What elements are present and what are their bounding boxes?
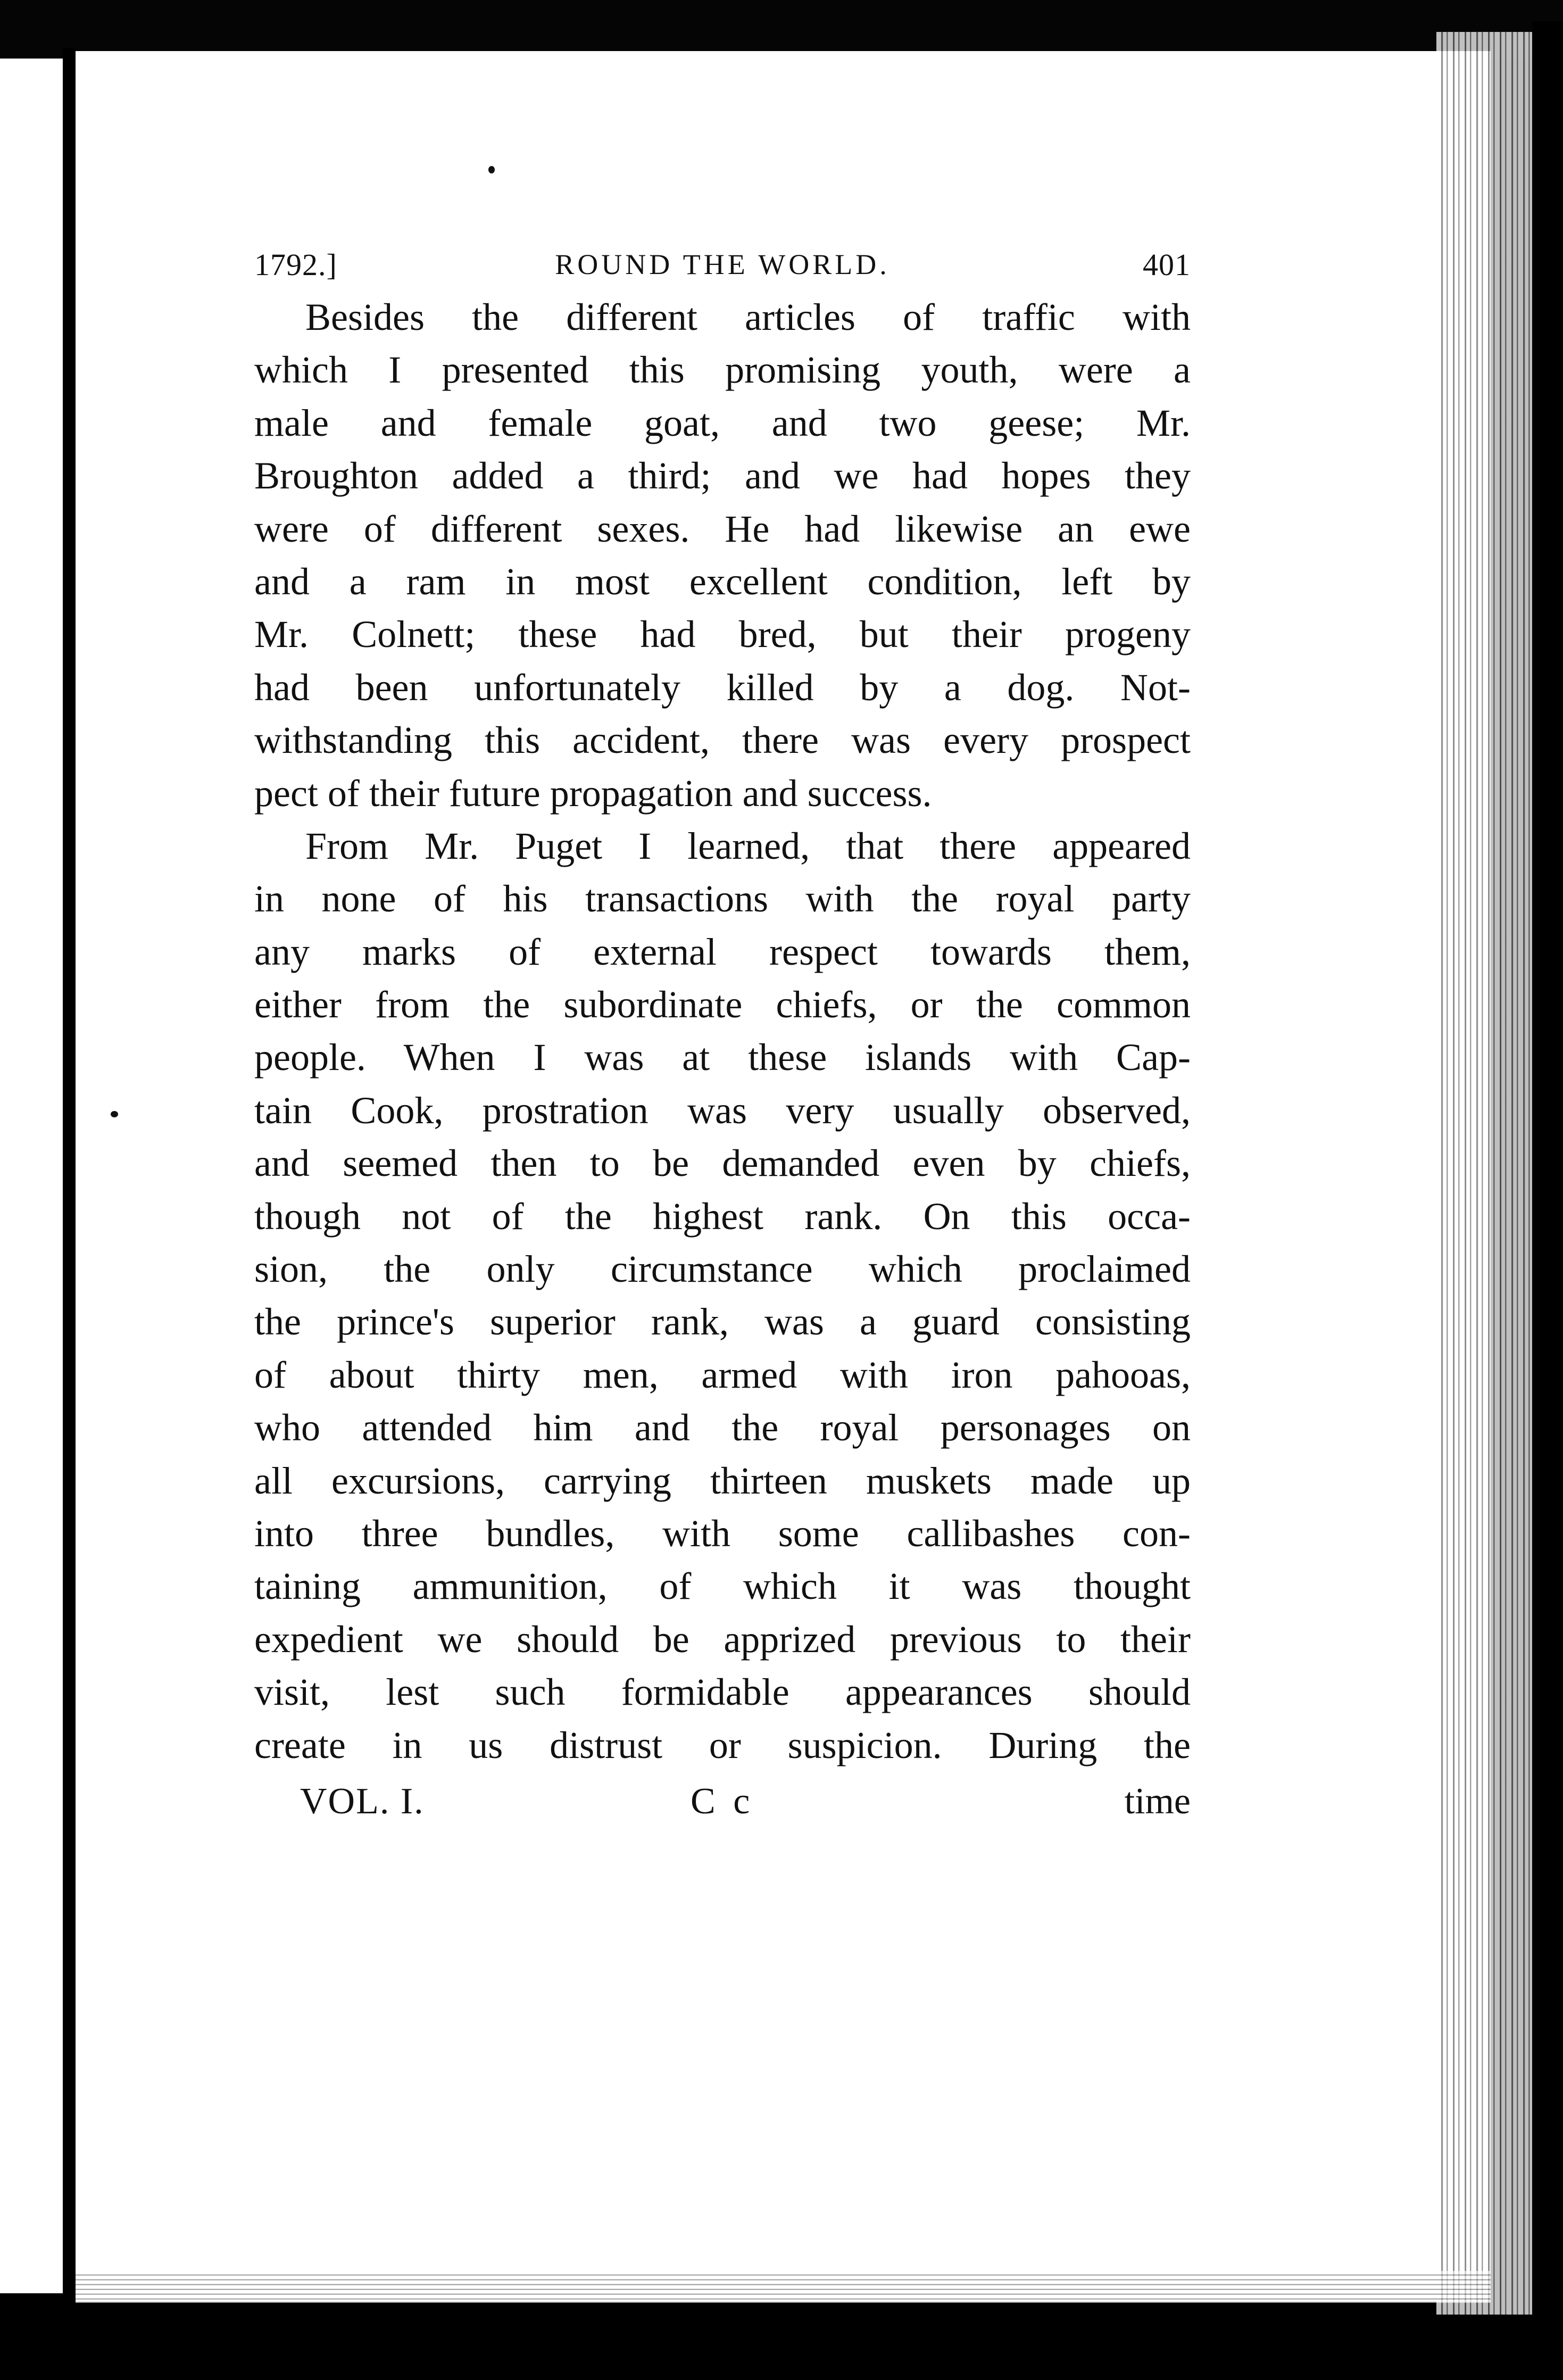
- scan-border-top: [0, 0, 1563, 59]
- text-line: From Mr. Puget I learned, that there appeared: [305, 824, 1191, 867]
- running-head-title: ROUND THE WORLD.: [555, 248, 890, 280]
- text-line: create in us distrust or suspicion. During the: [254, 1723, 1191, 1767]
- text-line: Broughton added a third; and we had hopes they: [254, 454, 1191, 497]
- book-gutter: [63, 48, 76, 2320]
- text-line: who attended him and the royal personages on: [254, 1406, 1191, 1449]
- volume-signature: VOL. I.: [300, 1780, 425, 1822]
- text-line: and seemed then to be demanded even by chiefs,: [254, 1142, 1191, 1185]
- page-number: 401: [1143, 247, 1191, 282]
- text-line: all excursions, carrying thirteen muskets made up: [254, 1459, 1191, 1502]
- signature-mark: C c: [691, 1780, 754, 1822]
- text-line: sion, the only circumstance which proclaimed: [254, 1248, 1191, 1291]
- text-line: pect of their future propagation and success.: [254, 772, 932, 815]
- text-line: male and female goat, and two geese; Mr.: [254, 401, 1191, 444]
- text-line: in none of his transactions with the royal party: [254, 877, 1191, 921]
- text-line: of about thirty men, armed with iron pahooas,: [254, 1353, 1191, 1396]
- text-line: tain Cook, prostration was very usually observed,: [254, 1089, 1191, 1132]
- text-line: visit, lest such formidable appearances should: [254, 1671, 1191, 1714]
- paragraph-1: [254, 291, 1191, 820]
- text-line: withstanding this accident, there was every prospect: [254, 719, 1191, 762]
- running-head-year: 1792.]: [254, 247, 337, 282]
- text-line: though not of the highest rank. On this occa-: [254, 1195, 1191, 1238]
- page-footer: [254, 1775, 1191, 1828]
- scan-border-bottom: [0, 2293, 1563, 2380]
- page-text: [254, 238, 1191, 1828]
- text-line: had been unfortunately killed by a dog. Not-: [254, 666, 1191, 709]
- text-line: any marks of external respect towards them,: [254, 930, 1191, 973]
- text-line: Besides the different articles of traffic with: [305, 296, 1191, 338]
- paragraph-2: [254, 820, 1191, 1772]
- text-line: and a ram in most excellent condition, left by: [254, 560, 1191, 603]
- text-line: were of different sexes. He had likewise an ewe: [254, 507, 1191, 550]
- text-line: people. When I was at these islands with Cap-: [254, 1036, 1191, 1079]
- catchword: time: [1124, 1780, 1191, 1822]
- text-line: taining ammunition, of which it was thought: [254, 1565, 1191, 1608]
- text-line: which I presented this promising youth, were a: [254, 349, 1191, 392]
- text-line: either from the subordinate chiefs, or the common: [254, 983, 1191, 1026]
- scan-border-right: [1532, 21, 1563, 2320]
- running-head: [254, 238, 1191, 291]
- page-bottom-edge: [76, 2271, 1491, 2303]
- text-line: the prince's superior rank, was a guard consisting: [254, 1300, 1191, 1344]
- ink-speck: [111, 1111, 118, 1117]
- ink-speck: [488, 166, 495, 173]
- text-line: into three bundles, with some callibashes con-: [254, 1512, 1191, 1555]
- facing-page-edge: [0, 59, 63, 2309]
- text-line: Mr. Colnett; these had bred, but their progeny: [254, 613, 1191, 656]
- text-line: expedient we should be apprized previous to their: [254, 1618, 1191, 1661]
